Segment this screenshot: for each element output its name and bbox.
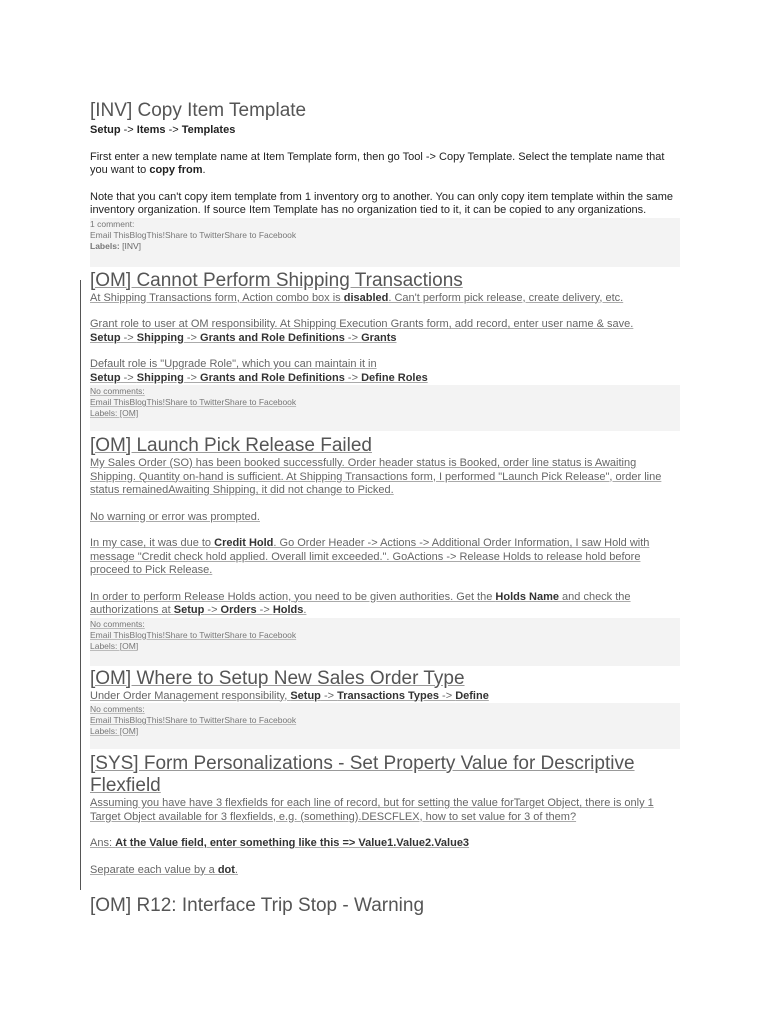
blog-post	[90, 270, 680, 432]
paragraph: Assuming you have have 3 flexfields for each line of record, but for setting the value forTarget Object, there is only 1 Target Object available for 3 flexfields, e.g. (something).DESCFLEX, how to set value for 3 of them?	[90, 797, 654, 823]
paragraph: First enter a new template name at Item Template form, then go Tool -> Copy Template. Select the template name that you want to copy from.	[90, 150, 665, 176]
breadcrumb: Setup -> Shipping -> Grants and Role Definitions -> Grants	[90, 331, 397, 344]
comments-link[interactable]: 1 comment:	[90, 218, 135, 229]
paragraph: Default role is "Upgrade Role", which you can maintain it in	[90, 358, 377, 370]
paragraph: In order to perform Release Holds action, you need to be given authorities. Get the Holds Name and check the authorizations at Setup -> Orders -> Holds.	[90, 590, 631, 616]
paragraph: No warning or error was prompted.	[90, 510, 260, 523]
post-title[interactable]: [OM] Cannot Perform Shipping Transactions	[90, 269, 463, 291]
blog-post	[90, 753, 680, 877]
post-footer	[90, 618, 680, 666]
blog-post	[90, 668, 680, 750]
comments-link[interactable]: No comments:	[90, 618, 145, 629]
paragraph: Under Order Management responsibility, Setup -> Transactions Types -> Define	[90, 689, 489, 702]
paragraph: Ans: At the Value field, enter something like this => Value1.Value2.Value3	[90, 837, 470, 849]
paragraph: In my case, it was due to Credit Hold. Go Order Header -> Actions -> Additional Order Information, I saw Hold with message "Credit check hold applied. Overall limit exceeded.". GoActions -> Release Holds to release hold before proceed to Pick Release.	[90, 537, 650, 576]
comments-link[interactable]: No comments:	[90, 704, 145, 714]
post-title[interactable]: [OM] R12: Interface Trip Stop - Warning	[90, 895, 425, 916]
post-footer	[90, 385, 680, 431]
breadcrumb: Setup -> Items -> Templates	[90, 124, 236, 136]
paragraph: Grant role to user at OM responsibility. At Shipping Execution Grants form, add record, enter user name & save.	[90, 318, 634, 330]
post-labels: Labels: [INV]	[90, 240, 142, 251]
paragraph: My Sales Order (SO) has been booked successfully. Order header status is Booked, order line status is Awaiting Shipping. Quantity on-hand is sufficient. At Shipping Transactions form, I performed "Launch Pick Release", order line status remainedAwaiting Shipping, it did not change to Picked.	[90, 457, 662, 496]
paragraph: At Shipping Transactions form, Action combo box is disabled. Can't perform pick release, create delivery, etc.	[90, 291, 624, 304]
post-footer	[90, 218, 680, 267]
post-body	[90, 292, 680, 386]
post-title[interactable]: [OM] Where to Setup New Sales Order Type	[90, 667, 465, 689]
paragraph: Note that you can't copy item template from 1 inventory org to another. You can only copy item template within the same inventory organization. If source Item Template has no organization tied to it, it can be copied to any organizations.	[90, 190, 673, 216]
blog-content	[90, 100, 680, 917]
post-labels[interactable]: Labels: [OM]	[90, 408, 139, 418]
post-body	[90, 690, 680, 704]
share-links[interactable]: Email ThisBlogThis!Share to TwitterShare to Facebook	[90, 229, 297, 240]
breadcrumb: Setup -> Shipping -> Grants and Role Definitions -> Define Roles	[90, 371, 428, 384]
paragraph: Separate each value by a dot.	[90, 863, 238, 876]
post-footer	[90, 703, 680, 749]
post-title[interactable]: [INV] Copy Item Template	[90, 100, 307, 121]
share-links[interactable]: Email ThisBlogThis!Share to TwitterShare to Facebook	[90, 715, 297, 725]
post-labels[interactable]: Labels: [OM]	[90, 726, 139, 736]
post-title[interactable]: [SYS] Form Personalizations - Set Property Value for Descriptive Flexfield	[90, 753, 635, 796]
post-body	[90, 797, 680, 877]
post-title[interactable]: [OM] Launch Pick Release Failed	[90, 435, 372, 456]
post-body	[90, 457, 680, 618]
label-link[interactable]: [INV]	[122, 240, 142, 251]
left-border-line	[80, 280, 81, 420]
share-links[interactable]: Email ThisBlogThis!Share to TwitterShare to Facebook	[90, 629, 297, 640]
blog-post	[90, 895, 680, 917]
comments-link[interactable]: No comments:	[90, 386, 145, 396]
blog-post	[90, 435, 680, 666]
share-links[interactable]: Email ThisBlogThis!Share to TwitterShare to Facebook	[90, 397, 297, 407]
blog-post	[90, 100, 680, 267]
left-border-line	[80, 420, 81, 890]
post-labels[interactable]: Labels: [OM]	[90, 640, 139, 651]
post-body	[90, 124, 680, 218]
